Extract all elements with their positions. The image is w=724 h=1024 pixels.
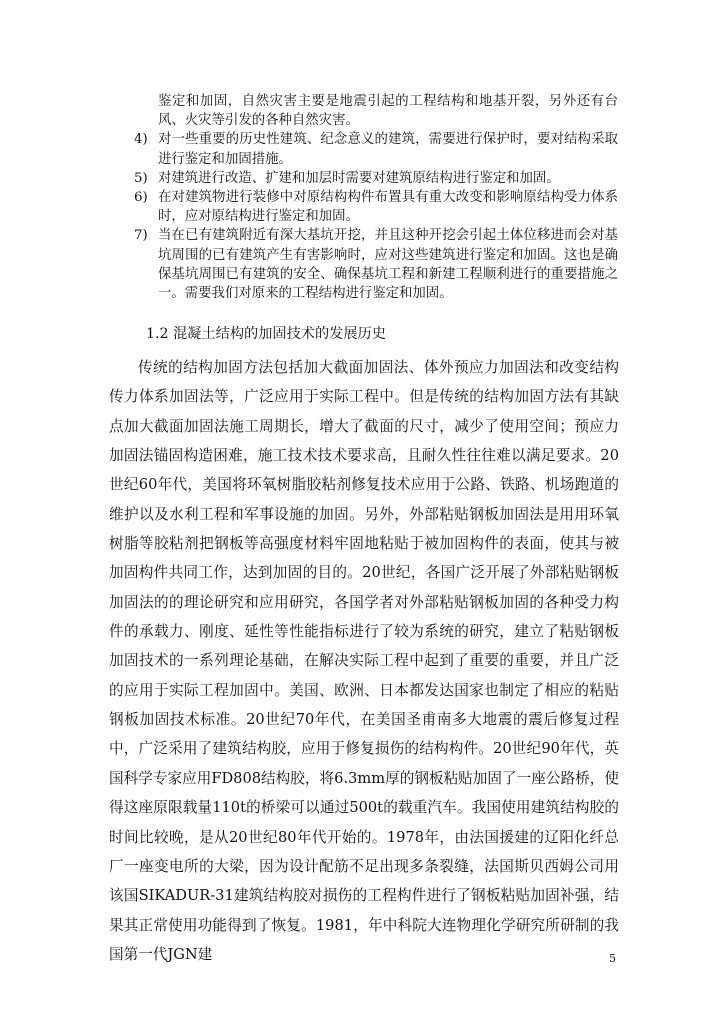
section-heading: 1.2 混凝土结构的加固技术的发展历史 [146,326,386,342]
list-text: 当在已有建筑附近有深大基坑开挖，并且这种开挖会引起土体位移进而会对基坑周围的已有建筑产生有害影响时，应对这些建筑进行鉴定和加固。这也是确保基坑周围已有建筑的安全、确保基坑工程和新建工程顺利进行的重要措施之一。需要我们对原来的工程结构进行鉴定和加固。 [158,228,618,302]
list-number: 7) [134,228,148,244]
list-text: 鉴定和加固，自然灾害主要是地震引起的工程结构和地基开裂，另外还有台风、火灾等引发的各种自然灾害。 [158,94,618,129]
list-item [108,188,618,226]
body-paragraph: 传统的结构加固方法包括加大截面加固法、体外预应力加固法和改变结构传力体系加固法等，广泛应用于实际工程中。但是传统的结构加固方法有其缺点加大截面加固法施工周期长，增大了截面的尺寸，减少了使用空间；预应力加固法锚固构造困难，施工技术技术要求高，且耐久性往往难以满足要求。20世纪60年代，美国将环氧树脂胶粘剂修复技术应用于公路、铁路、机场跑道的维护以及水利工程和军事设施的加固。另外，外部粘贴钢板加固法是用用环氧树脂等胶粘剂把钢板等高强度材料牢固地粘贴于被加固构件的表面，使其与被加固构件共同工作，达到加固的目的。20世纪，各国广泛开展了外部粘贴钢板加固法的的理论研究和应用研究，各国学者对外部粘贴钢板加固的各种受力构件的承载力、刚度、延性等性能指标进行了较为系统的研究，建立了粘贴钢板加固技术的一系列理论基础，在解决实际工程中起到了重要的重要，并且广泛的应用于实际工程加固中。美国、欧洲、日本都发达国家也制定了相应的粘贴钢板加固技术标准。20世纪70年代，在美国圣甫南多大地震的震后修复过程中，广泛采用了建筑结构胶，应用于修复损伤的结构构件。20世纪90年代，英国科学专家应用FD808结构胶，将6.3mm厚的钢板粘贴加固了一座公路桥，使得这座原限载量110t的桥梁可以通过500t的载重汽车。我国使用建筑结构胶的时间比较晚，是从20世纪80年代开始的。1978年，由法国援建的辽阳化纤总厂一座变电所的大梁，因为设计配筋不足出现多条裂缝，法国斯贝西姆公司用该国SIKADUR-31建筑结构胶对损伤的工程构件进行了钢板粘贴加固补强，结果其正常使用功能得到了恢复。1981，年中科院大连物理化学研究所研制的我国第一代JGN建 [109,359,619,963]
list-item [108,130,618,168]
list-number: 5) [134,170,148,186]
list-item [108,169,618,188]
numbered-list [108,92,618,303]
list-item [108,92,618,130]
list-text: 在对建筑物进行装修中对原结构构件布置具有重大改变和影响原结构受力体系时，应对原结构进行鉴定和加固。 [158,190,618,225]
list-text: 对一些重要的历史性建筑、纪念意义的建筑，需要进行保护时，要对结构采取进行鉴定和加固措施。 [158,132,618,167]
list-number: 6) [134,190,148,206]
list-number: 4) [134,132,148,148]
page-number: 5 [609,952,616,965]
list-item [108,226,618,303]
list-text: 对建筑进行改造、扩建和加层时需要对建筑原结构进行鉴定和加固。 [158,170,560,186]
